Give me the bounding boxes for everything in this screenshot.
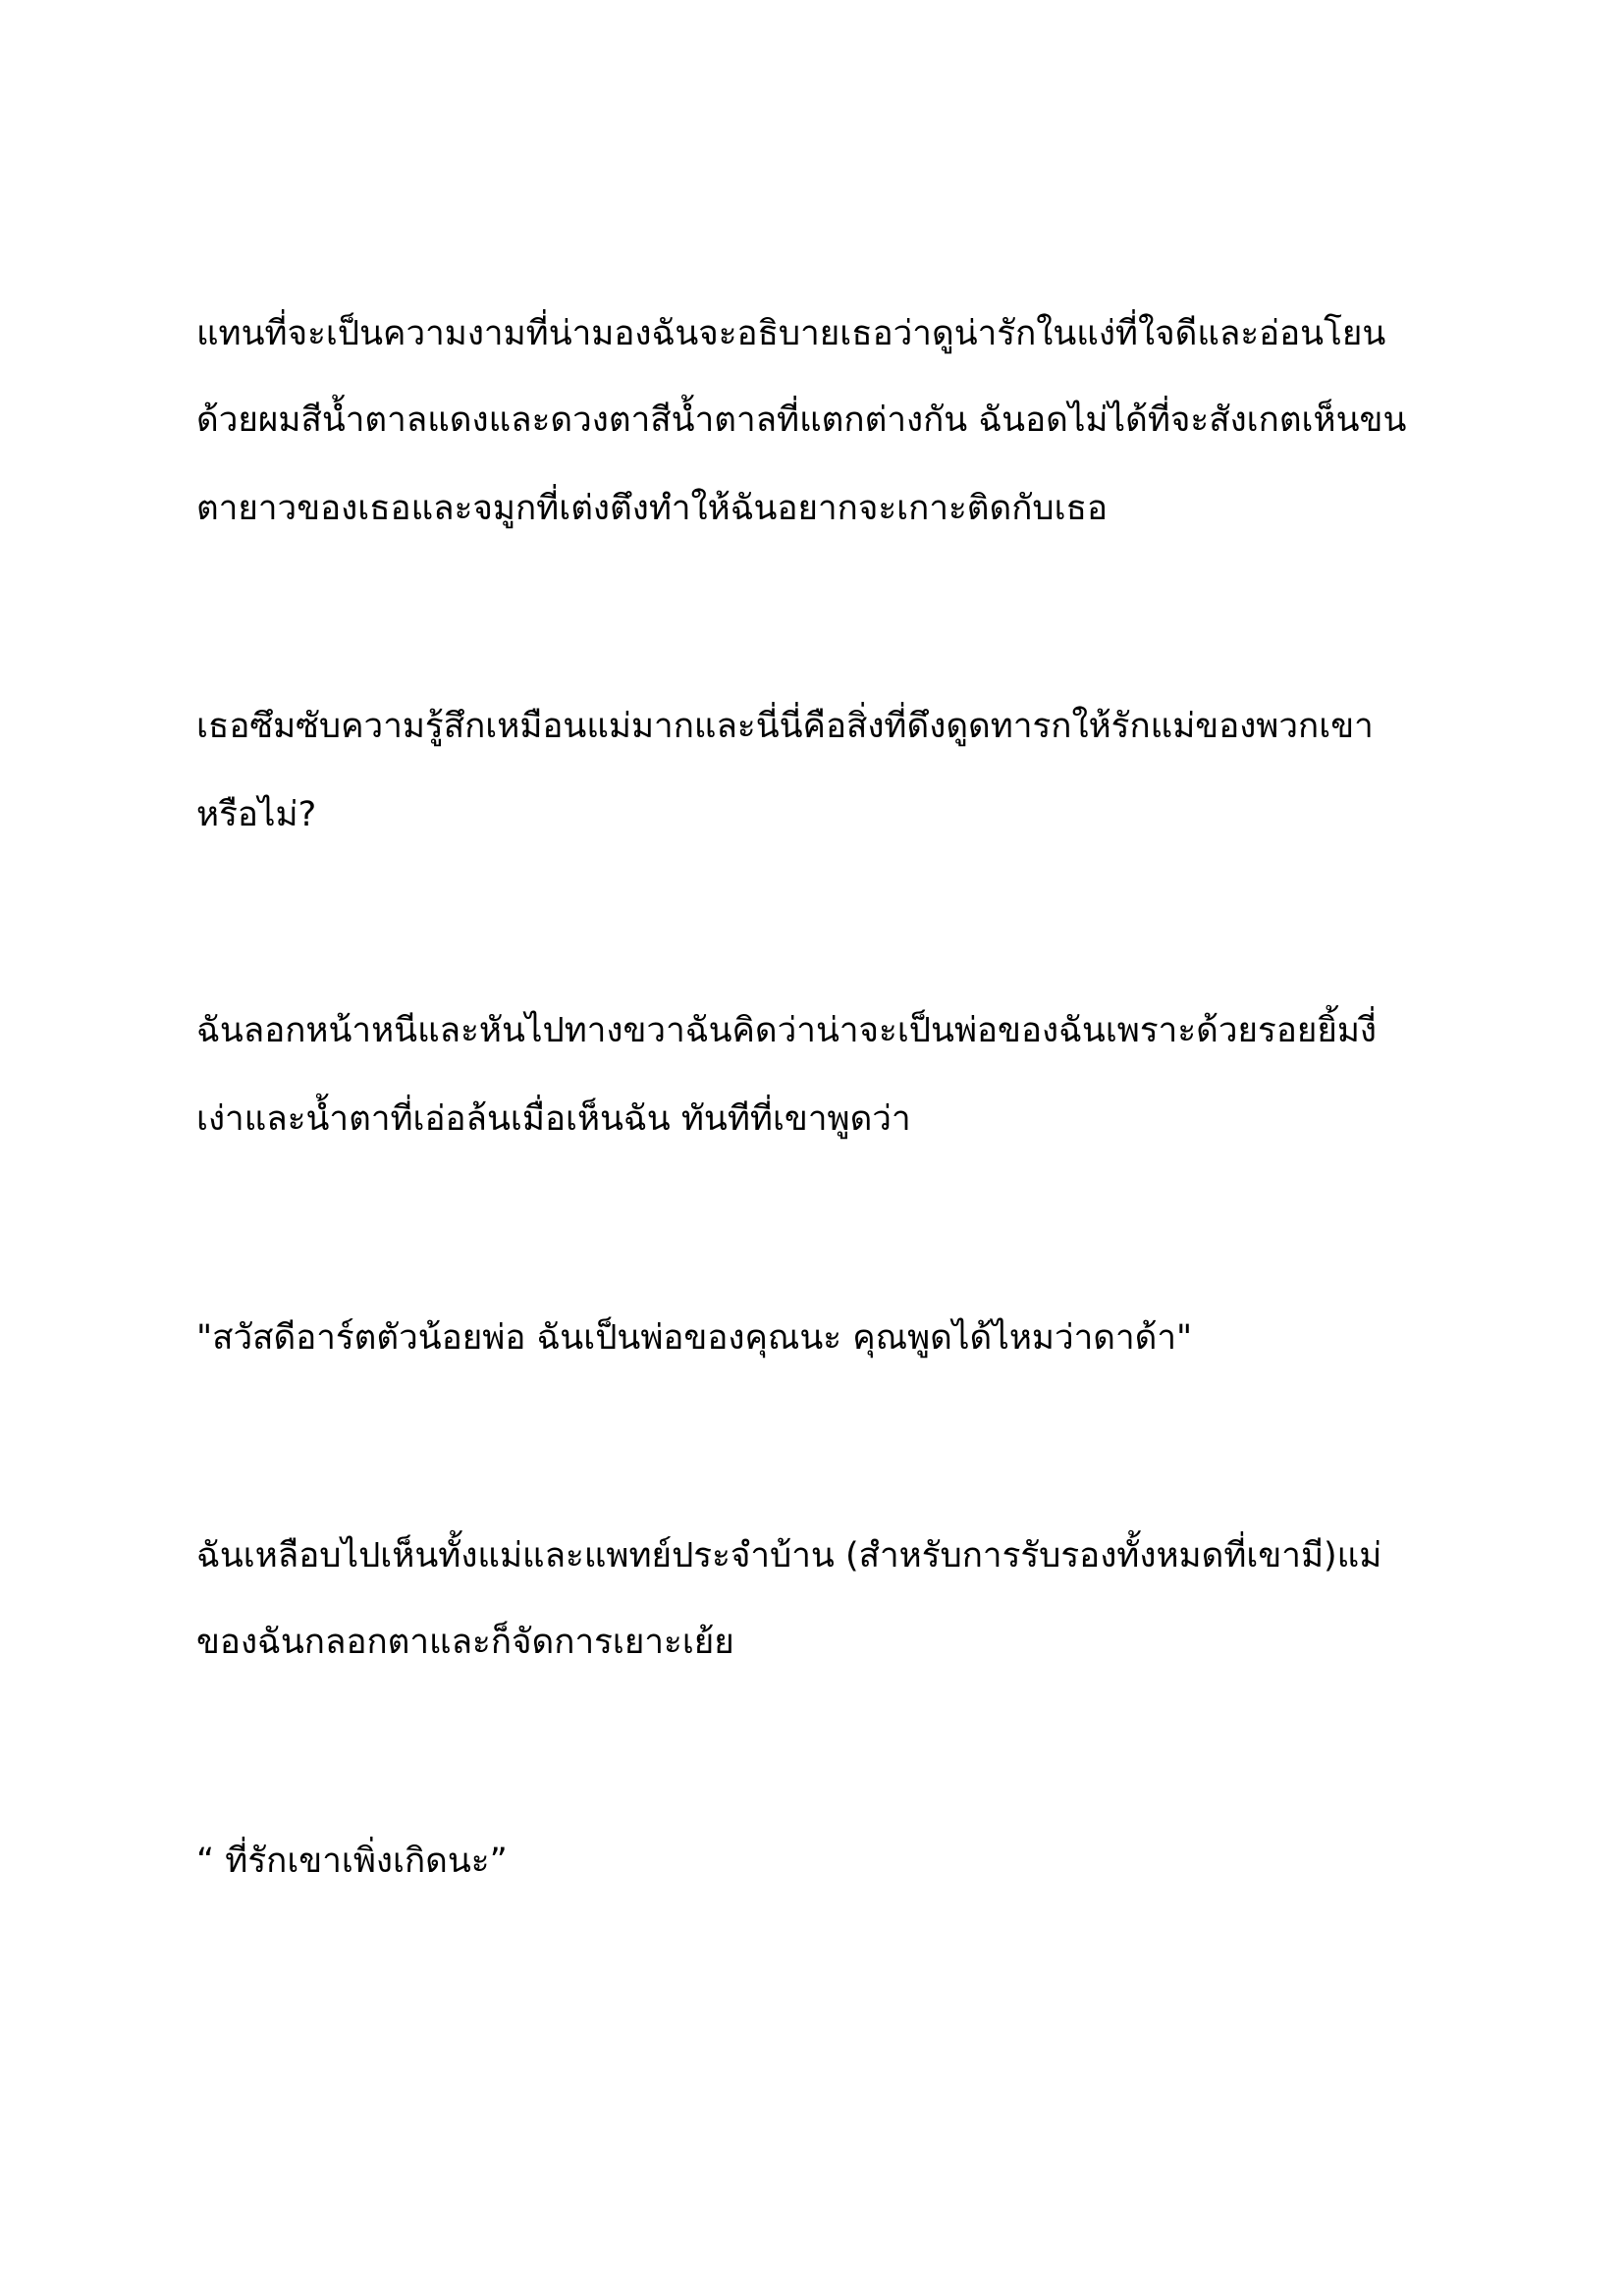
paragraph-1-line-1: แทนที่จะเป็นความงามที่น่ามองฉันจะอธิบายเธอว่าดูน่ารักในแง่ที่ใจดีและอ่อนโยน — [196, 314, 1386, 353]
paragraph-4-quote: "สวัสดีอาร์ตตัวน้อยพ่อ ฉันเป็นพ่อของคุณนะ คุณพูดได้ไหมว่าดาด้า" — [196, 1318, 1193, 1358]
paragraph-6-quote: “ ที่รักเขาเพิ่งเกิดนะ” — [196, 1842, 508, 1881]
paragraph-1-line-2: ด้วยผมสีน้ำตาลแดงและดวงตาสีน้ำตาลที่แตกต่างกัน ฉันอดไม่ได้ที่จะสังเกตเห็นขน — [196, 400, 1407, 440]
paragraph-1-line-3: ตายาวของเธอและจมูกที่เต่งตึงทำให้ฉันอยากจะเกาะติดกับเธอ — [196, 489, 1108, 528]
paragraph-3-line-2: เง่าและน้ำตาที่เอ่อล้นเมื่อเห็นฉัน ทันทีที่เขาพูดว่า — [196, 1099, 911, 1139]
paragraph-2-line-1: เธอซึมซับความรู้สึกเหมือนแม่มากและนี่นี่คือสิ่งที่ดึงดูดทารกให้รักแม่ของพวกเขา — [196, 707, 1374, 746]
paragraph-2-line-2: หรือไม่? — [196, 795, 317, 834]
paragraph-5-line-2: ของฉันกลอกตาและก็จัดการเยาะเย้ย — [196, 1623, 734, 1662]
paragraph-5-line-1: ฉันเหลือบไปเห็นทั้งแม่และแพทย์ประจำบ้าน (สำหรับการรับรองทั้งหมดที่เขามี)แม่ — [196, 1536, 1382, 1575]
paragraph-3-line-1: ฉันลอกหน้าหนีและหันไปทางขวาฉันคิดว่าน่าจะเป็นพ่อของฉันเพราะด้วยรอยยิ้มงี่ — [196, 1011, 1378, 1050]
